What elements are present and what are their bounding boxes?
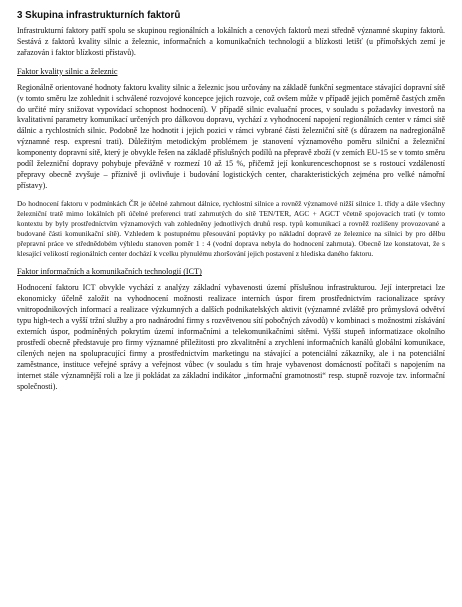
roads-rail-paragraph-2: Do hodnocení faktoru v podmínkách ČR je účelné zahrnout dálnice, rychlostní silnice a rovněž významové nižší silnice 1. třídy a dále všechny železniční tratě mimo lokálních při účelné preferenci tratí zahrnutých do sítě TEN/TER, AGC + AGCT včetně spojovacích tratí (v tomto kontextu by byly prostředníctvím významových vah zohledněny jednotlivých druhů resp. typů komunikací a rovněž rozlišeny provozované a budované části komunikační sítě). Vzhledem k postupnému přesouvání poptávky po nákladní dopravě ze železnice na silnici by pro dělbu přepravní práce ve střednědobém výhledu stanoven poměr 1 : 4 (vodní doprava nebyla do hodnocení zahrnuta). Obecně lze konstatovat, že s klesající velikostí regionálních center dochází k vcelku plynulému zhoršování jejich postavení z hlediska daného faktoru. [17, 198, 445, 259]
document-page [17, 9, 445, 392]
intro-paragraph: Infrastrukturní faktory patří spolu se skupinou regionálních a lokálních a cenových faktorů mezi středně významné skupiny faktorů. Sestává z faktorů kvality silnic a železnic, informačních a komunikačních technologií a blízkosti letišť (u přímořských zemí je zařazován i faktor blízkosti přístavů). [17, 26, 445, 57]
roads-rail-paragraph-1: Regionálně orientované hodnoty faktoru kvality silnic a železnic jsou určovány na základě funkční segmentace stávající dopravní sítě (v tomto směru lze zohlednit i schválené rozvojové koncepce jejich rozvoje, což ovšem může v případě jejich poměrně častých změn do určité míry snižovat vypovídací schopnost hodnocení). V případě silnic evaluační proces, v souladu s požadavky investorů na kvalitativní parametry komunikací určených pro dálkovou dopravu, vychází z vyhodnocení napojení regionálních center v rámci sítě dálnic a rychlostních silnic. Podobně lze hodnotit i jejich pozici v rámci vybrané části železniční sítě (s důrazem na nadregionálně významné resp. expresní trati). Důležitým metodickým problémem je stanovení významového poměru silniční a železniční komponenty dopravní sítě, který je obvykle řešen na základě příslušných podílů na přepravě zboží (v zemích EU-15 se v tomto směru podíl železniční dopravy pohybuje převážně v rozmezí 10 až 15 %, přičemž její konkurenceschopnost se s rostoucí vzdáleností přepravy obecně zvyšuje – příznivě ji ovlivňuje i budování logistických center, charakteristických zejména pro velké námořní přístavy). [17, 82, 445, 190]
subsection-title-roads-rail: Faktor kvality silnic a železnic [17, 66, 118, 76]
subsection-title-ict: Faktor informačních a komunikačních technologií (ICT) [17, 267, 202, 277]
ict-paragraph-1: Hodnocení faktoru ICT obvykle vychází z analýzy základní vybavenosti území příslušnou infrastrukturou. Její interpretaci lze ekonomicky účelně založit na vyhodnocení možnosti realizace interních úspor firem prostřednictvím racionalizace správy vnitropodnikových informací a realizace výzkumných a dalších podnikatelských aktivit (významné zvláště pro průmyslová odvětví typu high-tech a vyšší tržní služby a pro nadnárodní firmy s rozvětvenou sítí pobočných závodů) v kombinaci s možnostmi získávání externích úspor, podmíněných pokrytím území informačními a telekomunikačními sítěmi. Vyšší stupeň informatizace okolního prostředí obecně představuje pro firmy významné příležitosti pro zkvalitnění a zrychlení informačních kanálů globální komunikace, cílených nejen na spolupracující firmy a prostřednictvím marketingu na stávající a potenciální zákazníky, ale i na potenciální zaměstnance, instituce veřejné správy a veřejnost vůbec (v souladu s tím hraje vybavenost domácností počítači s napojením na internet stále významnější roli a lze ji pokládat za základní indikátor „informační gramotnosti“ resp. stupně rozvoje tzv. informační společnosti). [17, 283, 445, 391]
section-heading: 3 Skupina infrastrukturních faktorů [17, 10, 181, 21]
